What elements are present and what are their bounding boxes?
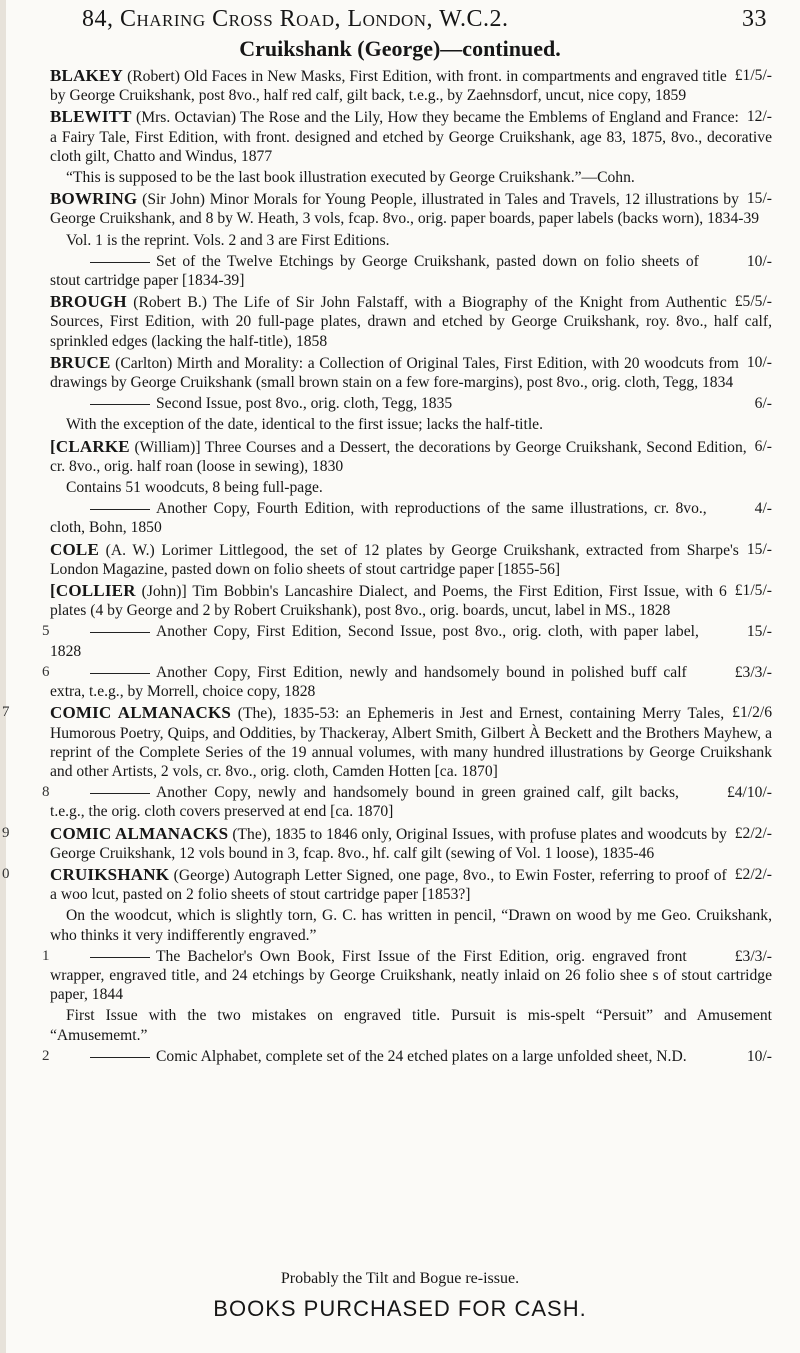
entry-price: 15/-	[746, 623, 772, 641]
entry-text: (Carlton) Mirth and Morality: a Collection of Original Tales, First Edition, with 20 woodcuts from drawings by George Cruikshank (small brown stain on a few fore-margins), post 8vo., orig. cloth, Tegg, 1834	[50, 354, 739, 392]
entry-author: [CLARKE	[50, 436, 130, 456]
page-header	[82, 2, 767, 36]
catalogue-entry	[50, 66, 772, 105]
entry-note	[50, 168, 772, 187]
entry-text: Another Copy, newly and handsomely bound in green grained calf, gilt backs, t.e.g., the orig. cloth covers preserved at end [ca. 1870]	[50, 784, 679, 821]
entry-text: (William)] Three Courses and a Dessert, the decorations by George Cruikshank, Second Edition, cr. 8vo., orig. half roan (loose in sewing), 1830	[50, 438, 747, 475]
catalogue-entry	[50, 437, 772, 476]
entry-text: The Bachelor's Own Book, First Issue of the First Edition, orig. engraved front wrapper, engraved title, and 24 etchings by George Cruikshank, neatly inlaid on 26 folio shee s of stout cartridge paper, 1844	[50, 947, 772, 1004]
footer-note	[0, 1270, 800, 1288]
catalogue-entry	[50, 107, 772, 166]
catalogue-entry	[50, 581, 772, 620]
entry-text: Another Copy, First Edition, newly and handsomely bound in polished buff calf extra, t.e.g., by Morrell, choice copy, 1828	[50, 663, 687, 701]
entry-text: Comic Alphabet, complete set of the 24 etched plates on a large unfolded sheet, N.D.	[156, 1047, 687, 1065]
entry-author: CRUIKSHANK	[50, 864, 170, 884]
footer-banner-text: BOOKS PURCHASED FOR CASH.	[213, 1296, 587, 1321]
entry-price: £3/3/-	[734, 947, 772, 965]
entry-note	[50, 478, 772, 497]
catalogue-entry	[2, 823, 772, 863]
entry-note	[50, 1006, 772, 1044]
ditto-rule	[90, 673, 150, 674]
header-address: 84, Charing Cross Road, London, W.C.2.	[82, 5, 509, 32]
entry-number: 6	[42, 663, 50, 680]
entry-text: Another Copy, First Edition, Second Issue, post 8vo., orig. cloth, with paper label, 1828	[50, 623, 699, 660]
entry-text: (Robert) Old Faces in New Masks, First Edition, with front. in compartments and engraved title by George Cruikshank, post 8vo., half red calf, gilt back, t.e.g., by Zaehnsdorf, uncut, nice copy, 1859	[50, 68, 727, 105]
catalogue-entry	[42, 622, 772, 660]
entry-text: Vol. 1 is the reprint. Vols. 2 and 3 are First Editions.	[66, 231, 390, 249]
catalogue-entry	[50, 252, 772, 290]
entry-text: Set of the Twelve Etchings by George Cruikshank, pasted down on folio sheets of stout cartridge paper [1834-39]	[50, 252, 699, 290]
entry-text: (George) Autograph Letter Signed, one page, 8vo., to Ewin Foster, referring to proof of a woo lcut, pasted on 2 folio sheets of stout cartridge paper [1853?]	[50, 866, 727, 904]
catalogue-entry	[2, 703, 772, 781]
entry-text: (The), 1835-53: an Ephemeris in Jest and Ernest, containing Merry Tales, Humorous Poetry, Quips, and Oddities, by Thackeray, Albert Smith, Gilbert À Beckett and the Brothers Mayhew, a reprint of the Complete Series of the 19 annual volumes, with many hundred illustrations by George Cruikshank and other Artists, 2 vols, cr. 8vo., orig. cloth, Camden Hotten [ca. 1870]	[50, 705, 772, 780]
entry-price: 6/-	[754, 437, 772, 455]
entry-price: £1/5/-	[734, 67, 772, 84]
entry-author: COLE	[50, 539, 99, 559]
entry-price: £4/10/-	[726, 784, 772, 802]
entry-author: [COLLIER	[50, 581, 136, 601]
entry-text: (Sir John) Minor Morals for Young People, illustrated in Tales and Travels, 12 illustrations by George Cruikshank, and 8 by W. Heath, 3 vols, fcap. 8vo., orig. paper boards, paper labels (backs worn), 1834-39	[50, 191, 760, 228]
entry-author: BLAKEY	[50, 66, 123, 85]
entry-number: 2	[42, 1047, 50, 1064]
entry-price: 10/-	[746, 1047, 772, 1065]
entry-price: 12/-	[746, 108, 772, 126]
entry-text: With the exception of the date, identical to the first issue; lacks the half-title.	[66, 416, 543, 434]
entry-text: Second Issue, post 8vo., orig. cloth, Tegg, 1835	[156, 395, 453, 413]
entry-note	[50, 415, 772, 434]
footer-note-text: Probably the Tilt and Bogue re-issue.	[280, 1270, 520, 1287]
ditto-rule	[90, 404, 150, 405]
entry-price: £3/3/-	[734, 663, 772, 681]
catalogue-entry	[42, 947, 772, 1005]
entry-price: £5/5/-	[734, 293, 772, 311]
entry-author: COMIC ALMANACKS	[50, 823, 229, 843]
ditto-rule	[90, 793, 150, 794]
entry-price: 10/-	[746, 252, 772, 270]
entry-text: (A. W.) Lorimer Littlegood, the set of 12 plates by George Cruikshank, extracted from Sharpe's London Magazine, pasted down on folio sheets of stout cartridge paper [1855-56]	[50, 541, 739, 578]
catalogue-entries	[2, 66, 772, 1068]
entry-text: Another Copy, Fourth Edition, with reproductions of the same illustrations, cr. 8vo., cloth, Bohn, 1850	[50, 500, 707, 537]
ditto-rule	[90, 262, 150, 263]
entry-price: £1/2/6	[732, 704, 772, 722]
catalogue-entry	[42, 663, 772, 701]
entry-price: 4/-	[754, 500, 772, 518]
footer-banner	[0, 1296, 800, 1322]
entry-number: 8	[42, 784, 50, 801]
entry-text: On the woodcut, which is slightly torn, G. C. has written in pencil, “Drawn on wood by me Geo. Cruikshank, who thinks it very indifferently engraved.”	[50, 907, 772, 944]
entry-price: £2/2/-	[734, 865, 772, 883]
entry-text: (Mrs. Octavian) The Rose and the Lily, How they became the Emblems of England and France: a Fairy Tale, First Edition, with front. designed and etched by George Cruikshank, age 83, 1875, 8vo., decorative cloth gilt, Chatto and Windus, 1877	[50, 109, 772, 165]
catalogue-entry	[50, 189, 772, 228]
entry-author: BLEWITT	[50, 107, 132, 127]
entry-note	[50, 231, 772, 250]
entry-author: COMIC ALMANACKS	[50, 703, 232, 723]
catalogue-entry	[42, 783, 772, 821]
catalogue-entry	[2, 864, 772, 904]
entry-number: 1	[42, 947, 50, 964]
entry-author: BROUGH	[50, 292, 127, 312]
entry-text: “This is supposed to be the last book illustration executed by George Cruikshank.”—Cohn.	[66, 169, 635, 187]
ditto-rule	[90, 509, 150, 510]
entry-number: 5	[42, 623, 50, 640]
catalogue-entry	[42, 1047, 772, 1066]
entry-number: 7	[2, 704, 10, 721]
entry-text: (John)] Tim Bobbin's Lancashire Dialect, and Poems, the First Edition, First Issue, with 6 plates (4 by George and 2 by Robert Cruikshank), post 8vo., orig. boards, uncut, label in MS., 1828	[50, 583, 727, 620]
catalogue-entry	[50, 499, 772, 537]
catalogue-entry	[50, 292, 772, 351]
entry-note	[50, 906, 772, 944]
catalogue-entry	[50, 394, 772, 413]
entry-price: 10/-	[746, 353, 772, 371]
catalogue-entry	[50, 540, 772, 579]
section-heading	[0, 36, 800, 62]
entry-text: First Issue with the two mistakes on engraved title. Pursuit is mis-spelt “Persuit” and Amusement “Amusememt.”	[50, 1007, 772, 1044]
entry-number: 9	[2, 824, 10, 841]
ditto-rule	[90, 1057, 150, 1058]
entry-price: 6/-	[754, 395, 772, 413]
entry-price: £1/5/-	[734, 582, 772, 600]
page-number: 33	[742, 5, 767, 32]
ditto-rule	[90, 632, 150, 633]
entry-price: 15/-	[746, 540, 772, 558]
entry-price: £2/2/-	[734, 824, 772, 842]
entry-price: 15/-	[746, 190, 772, 208]
entry-author: BRUCE	[50, 352, 111, 372]
entry-text: (Robert B.) The Life of Sir John Falstaff, with a Biography of the Knight from Authentic Sources, First Edition, with 20 full-page plates, drawn and etched by George Cruikshank, roy. 8vo., half calf, sprinkled edges (lacking the half-title), 1858	[50, 294, 772, 350]
catalogue-entry	[50, 353, 772, 392]
entry-number: 0	[2, 865, 10, 882]
entry-text: (The), 1835 to 1846 only, Original Issues, with profuse plates and woodcuts by George Cruikshank, 12 vols bound in 3, fcap. 8vo., hf. calf gilt (sewing of Vol. 1 loose), 1835-46	[50, 825, 727, 862]
ditto-rule	[90, 957, 150, 958]
subheading-text: Cruikshank (George)—continued.	[239, 36, 561, 61]
entry-author: BOWRING	[50, 189, 138, 209]
entry-text: Contains 51 woodcuts, 8 being full-page.	[66, 479, 323, 497]
